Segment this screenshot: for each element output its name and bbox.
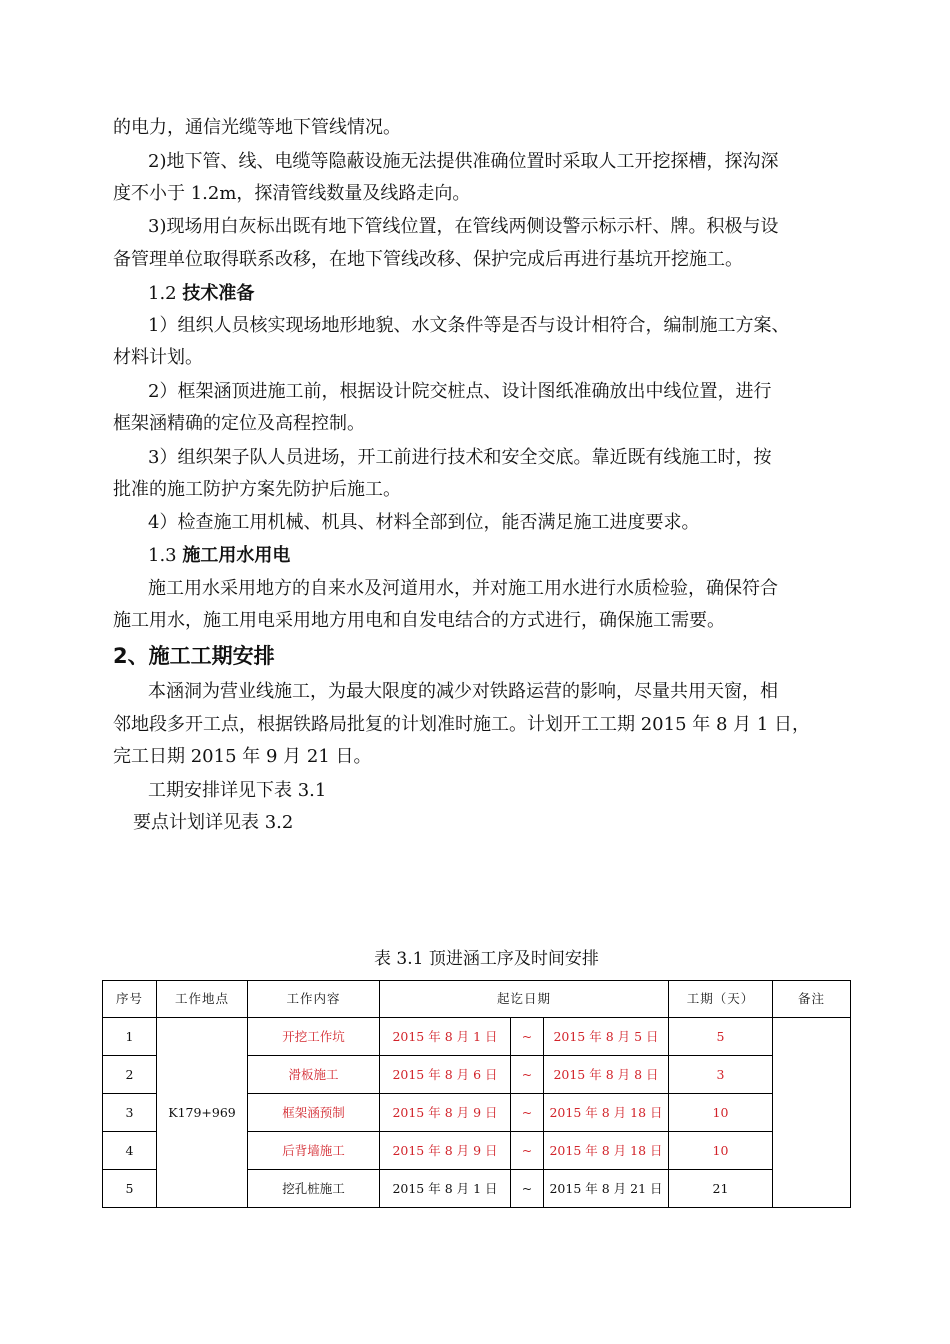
schedule-table <box>102 980 851 1208</box>
paragraph-line: 施工用水采用地方的自来水及河道用水，并对施工用水进行水质检验，确保符合 <box>148 578 778 599</box>
table-row <box>103 1018 851 1056</box>
cell-end: 2015 年 8 月 21 日 <box>544 1170 669 1208</box>
cell-end: 2015 年 8 月 8 日 <box>544 1056 669 1094</box>
paragraph-line: 1）组织人员核实现场地形地貌、水文条件等是否与设计相符合，编制施工方案、 <box>148 315 790 336</box>
cell-days: 5 <box>669 1018 773 1056</box>
cell-content: 开挖工作坑 <box>248 1018 380 1056</box>
cell-content: 挖孔桩施工 <box>248 1170 380 1208</box>
cell-start: 2015 年 8 月 9 日 <box>380 1094 511 1132</box>
paragraph-line: 材料计划。 <box>113 347 203 368</box>
paragraph-line: 工期安排详见下表 3.1 <box>148 780 327 801</box>
cell-days: 10 <box>669 1094 773 1132</box>
paragraph-line: 框架涵精确的定位及高程控制。 <box>113 413 365 434</box>
paragraph-line: 的电力，通信光缆等地下管线情况。 <box>113 117 401 138</box>
cell-end: 2015 年 8 月 18 日 <box>544 1094 669 1132</box>
paragraph-line: 度不小于 1.2m，探清管线数量及线路走向。 <box>113 183 471 204</box>
cell-start: 2015 年 8 月 6 日 <box>380 1056 511 1094</box>
header-days: 工期（天） <box>669 981 773 1018</box>
cell-sep: ~ <box>511 1094 544 1132</box>
paragraph-line: 3)现场用白灰标出既有地下管线位置，在管线两侧设警示标示杆、牌。积极与设 <box>148 216 779 237</box>
header-location: 工作地点 <box>157 981 248 1018</box>
heading-number: 1.2 <box>148 283 183 304</box>
header-remark: 备注 <box>773 981 851 1018</box>
cell-sep: ~ <box>511 1132 544 1170</box>
cell-days: 10 <box>669 1132 773 1170</box>
paragraph-line: 本涵洞为营业线施工，为最大限度的减少对铁路运营的影响，尽量共用天窗，相 <box>148 681 778 702</box>
paragraph-line: 完工日期 2015 年 9 月 21 日。 <box>113 746 372 767</box>
cell-location: K179+969 <box>157 1018 248 1208</box>
cell-no: 1 <box>103 1018 157 1056</box>
header-no: 序号 <box>103 981 157 1018</box>
table-caption: 表 3.1 顶进涵工序及时间安排 <box>374 949 599 969</box>
cell-days: 3 <box>669 1056 773 1094</box>
heading-text: 施工用水用电 <box>182 545 291 566</box>
cell-start: 2015 年 8 月 9 日 <box>380 1132 511 1170</box>
paragraph-line: 4）检查施工用机械、机具、材料全部到位，能否满足施工进度要求。 <box>148 512 700 533</box>
cell-content: 后背墙施工 <box>248 1132 380 1170</box>
table-header-row <box>103 981 851 1018</box>
cell-content: 滑板施工 <box>248 1056 380 1094</box>
paragraph-line: 2)地下管、线、电缆等隐蔽设施无法提供准确位置时采取人工开挖探槽，探沟深 <box>148 151 779 172</box>
cell-days: 21 <box>669 1170 773 1208</box>
paragraph-line: 2）框架涵顶进施工前，根据设计院交桩点、设计图纸准确放出中线位置，进行 <box>148 381 772 402</box>
section-heading-1-3 <box>148 544 290 568</box>
cell-no: 5 <box>103 1170 157 1208</box>
section-heading-2: 2、施工工期安排 <box>113 644 275 668</box>
paragraph-line: 要点计划详见表 3.2 <box>133 812 294 833</box>
paragraph-line: 备管理单位取得联系改移，在地下管线改移、保护完成后再进行基坑开挖施工。 <box>113 249 743 270</box>
cell-start: 2015 年 8 月 1 日 <box>380 1018 511 1056</box>
cell-remark <box>773 1018 851 1208</box>
cell-content: 框架涵预制 <box>248 1094 380 1132</box>
paragraph-line: 批准的施工防护方案先防护后施工。 <box>113 479 401 500</box>
cell-no: 4 <box>103 1132 157 1170</box>
cell-sep: ~ <box>511 1170 544 1208</box>
paragraph-line: 施工用水，施工用电采用地方用电和自发电结合的方式进行，确保施工需要。 <box>113 610 725 631</box>
cell-no: 3 <box>103 1094 157 1132</box>
paragraph-line: 邻地段多开工点，根据铁路局批复的计划准时施工。计划开工工期 2015 年 8 月 1 日， <box>113 714 811 735</box>
cell-end: 2015 年 8 月 5 日 <box>544 1018 669 1056</box>
cell-end: 2015 年 8 月 18 日 <box>544 1132 669 1170</box>
header-dates: 起讫日期 <box>380 981 669 1018</box>
paragraph-line: 3）组织架子队人员进场，开工前进行技术和安全交底。靠近既有线施工时，按 <box>148 447 772 468</box>
cell-sep: ~ <box>511 1018 544 1056</box>
cell-sep: ~ <box>511 1056 544 1094</box>
cell-no: 2 <box>103 1056 157 1094</box>
cell-start: 2015 年 8 月 1 日 <box>380 1170 511 1208</box>
heading-number: 1.3 <box>148 545 183 566</box>
heading-text: 技术准备 <box>182 283 255 304</box>
section-heading-1-2 <box>148 282 254 306</box>
header-content: 工作内容 <box>248 981 380 1018</box>
